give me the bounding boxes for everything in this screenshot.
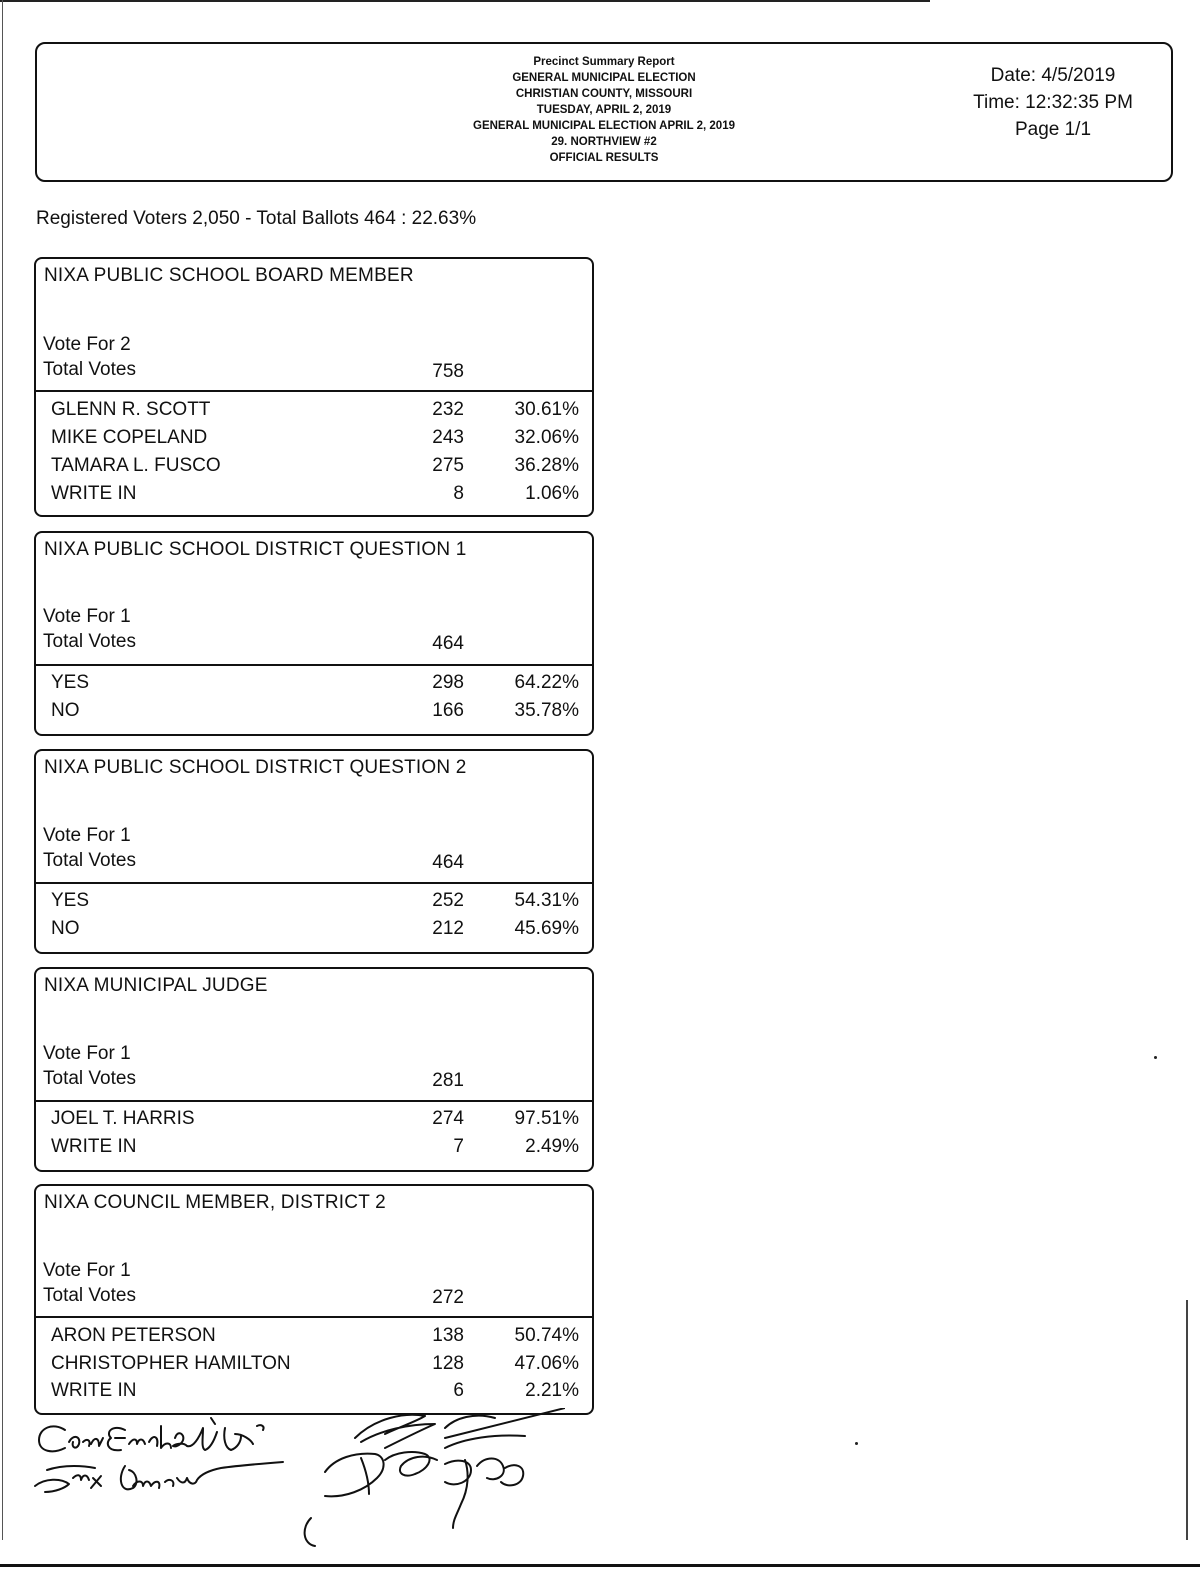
candidate-row	[36, 700, 592, 728]
divider	[36, 882, 592, 884]
candidate-name: ARON PETERSON	[51, 1325, 216, 1346]
candidate-votes: 6	[453, 1380, 464, 1401]
candidate-percent: 97.51%	[514, 1108, 579, 1129]
candidate-percent: 2.49%	[525, 1136, 579, 1157]
divider	[36, 1316, 592, 1318]
report-title: Precinct Summary Report	[533, 56, 675, 68]
total-votes-label: Total Votes	[43, 631, 136, 652]
county-name: CHRISTIAN COUNTY, MISSOURI	[515, 88, 693, 100]
contest-council-district-2	[34, 1184, 594, 1415]
candidate-votes: 232	[432, 399, 464, 420]
total-votes-value: 464	[432, 633, 464, 654]
election-date: TUESDAY, APRIL 2, 2019	[536, 104, 672, 116]
vote-for: Vote For 2	[43, 334, 131, 355]
candidate-percent: 36.28%	[514, 455, 579, 476]
candidate-name: JOEL T. HARRIS	[51, 1108, 195, 1129]
divider	[36, 664, 592, 666]
turnout-summary: Registered Voters 2,050 - Total Ballots 464 : 22.63%	[36, 208, 477, 229]
contest-title: NIXA PUBLIC SCHOOL DISTRICT QUESTION 1	[44, 539, 467, 560]
candidate-votes: 7	[453, 1136, 464, 1157]
candidate-name: CHRISTOPHER HAMILTON	[51, 1353, 291, 1374]
candidate-votes: 252	[432, 890, 464, 911]
candidate-name: NO	[51, 700, 80, 721]
candidate-row	[36, 890, 592, 918]
vote-for: Vote For 1	[43, 606, 131, 627]
total-votes-value: 272	[432, 1287, 464, 1308]
total-votes-label: Total Votes	[43, 1285, 136, 1306]
candidate-row	[36, 483, 592, 511]
candidate-percent: 35.78%	[514, 700, 579, 721]
total-votes-label: Total Votes	[43, 850, 136, 871]
divider	[36, 390, 592, 392]
vote-for: Vote For 1	[43, 1260, 131, 1281]
total-votes-label: Total Votes	[43, 1068, 136, 1089]
candidate-percent: 30.61%	[514, 399, 579, 420]
candidate-row	[36, 1353, 592, 1381]
candidate-row	[36, 672, 592, 700]
candidate-percent: 32.06%	[514, 427, 579, 448]
scan-speck	[855, 1442, 858, 1445]
contest-title: NIXA COUNCIL MEMBER, DISTRICT 2	[44, 1192, 386, 1213]
signature-stroke	[39, 1426, 65, 1451]
candidate-name: WRITE IN	[51, 1380, 137, 1401]
total-votes-label: Total Votes	[43, 359, 136, 380]
total-votes-value: 281	[432, 1070, 464, 1091]
vote-for: Vote For 1	[43, 825, 131, 846]
candidate-percent: 47.06%	[514, 1353, 579, 1374]
candidate-row	[36, 1136, 592, 1164]
candidate-percent: 64.22%	[514, 672, 579, 693]
candidate-percent: 1.06%	[525, 483, 579, 504]
total-votes-value: 758	[432, 361, 464, 382]
page-number: Page 1/1	[1014, 119, 1092, 140]
results-status: OFFICIAL RESULTS	[549, 152, 659, 164]
vote-for: Vote For 1	[43, 1043, 131, 1064]
handwritten-signatures	[25, 1408, 565, 1558]
candidate-name: GLENN R. SCOTT	[51, 399, 211, 420]
contest-question-2	[34, 749, 594, 954]
candidate-name: WRITE IN	[51, 483, 137, 504]
candidate-name: NO	[51, 918, 80, 939]
report-time: Time: 12:32:35 PM	[973, 92, 1133, 113]
contest-municipal-judge	[34, 967, 594, 1172]
candidate-percent: 50.74%	[514, 1325, 579, 1346]
scan-edge-left	[2, 0, 3, 1540]
candidate-row	[36, 1108, 592, 1136]
candidate-row	[36, 399, 592, 427]
scan-edge-bottom	[0, 1564, 1200, 1567]
candidate-row	[36, 1380, 592, 1408]
divider	[36, 1100, 592, 1102]
contest-title: NIXA PUBLIC SCHOOL DISTRICT QUESTION 2	[44, 757, 467, 778]
scan-speck	[1154, 1056, 1157, 1059]
contest-title: NIXA MUNICIPAL JUDGE	[44, 975, 268, 996]
candidate-percent: 54.31%	[514, 890, 579, 911]
candidate-votes: 243	[432, 427, 464, 448]
precinct-name: 29. NORTHVIEW #2	[551, 136, 657, 148]
report-date: Date: 4/5/2019	[990, 65, 1116, 86]
candidate-name: YES	[51, 672, 90, 693]
scan-edge-top	[0, 0, 930, 2]
candidate-row	[36, 1325, 592, 1353]
candidate-votes: 138	[432, 1325, 464, 1346]
report-header	[35, 42, 1173, 182]
candidate-votes: 128	[432, 1353, 464, 1374]
candidate-name: YES	[51, 890, 90, 911]
candidate-votes: 275	[432, 455, 464, 476]
candidate-name: MIKE COPELAND	[51, 427, 208, 448]
contest-question-1	[34, 531, 594, 736]
candidate-votes: 274	[432, 1108, 464, 1129]
candidate-votes: 212	[432, 918, 464, 939]
contest-school-board	[34, 257, 594, 517]
election-full-name: GENERAL MUNICIPAL ELECTION APRIL 2, 2019	[473, 120, 735, 132]
election-name: GENERAL MUNICIPAL ELECTION	[512, 72, 696, 84]
candidate-name: TAMARA L. FUSCO	[51, 455, 221, 476]
candidate-name: WRITE IN	[51, 1136, 137, 1157]
contest-title: NIXA PUBLIC SCHOOL BOARD MEMBER	[44, 265, 414, 286]
report-meta	[943, 62, 1163, 143]
candidate-row	[36, 455, 592, 483]
total-votes-value: 464	[432, 852, 464, 873]
candidate-row	[36, 427, 592, 455]
scan-edge-right	[1186, 1300, 1188, 1540]
candidate-votes: 298	[432, 672, 464, 693]
candidate-row	[36, 918, 592, 946]
candidate-votes: 8	[453, 483, 464, 504]
candidate-percent: 2.21%	[525, 1380, 579, 1401]
candidate-percent: 45.69%	[514, 918, 579, 939]
candidate-votes: 166	[432, 700, 464, 721]
